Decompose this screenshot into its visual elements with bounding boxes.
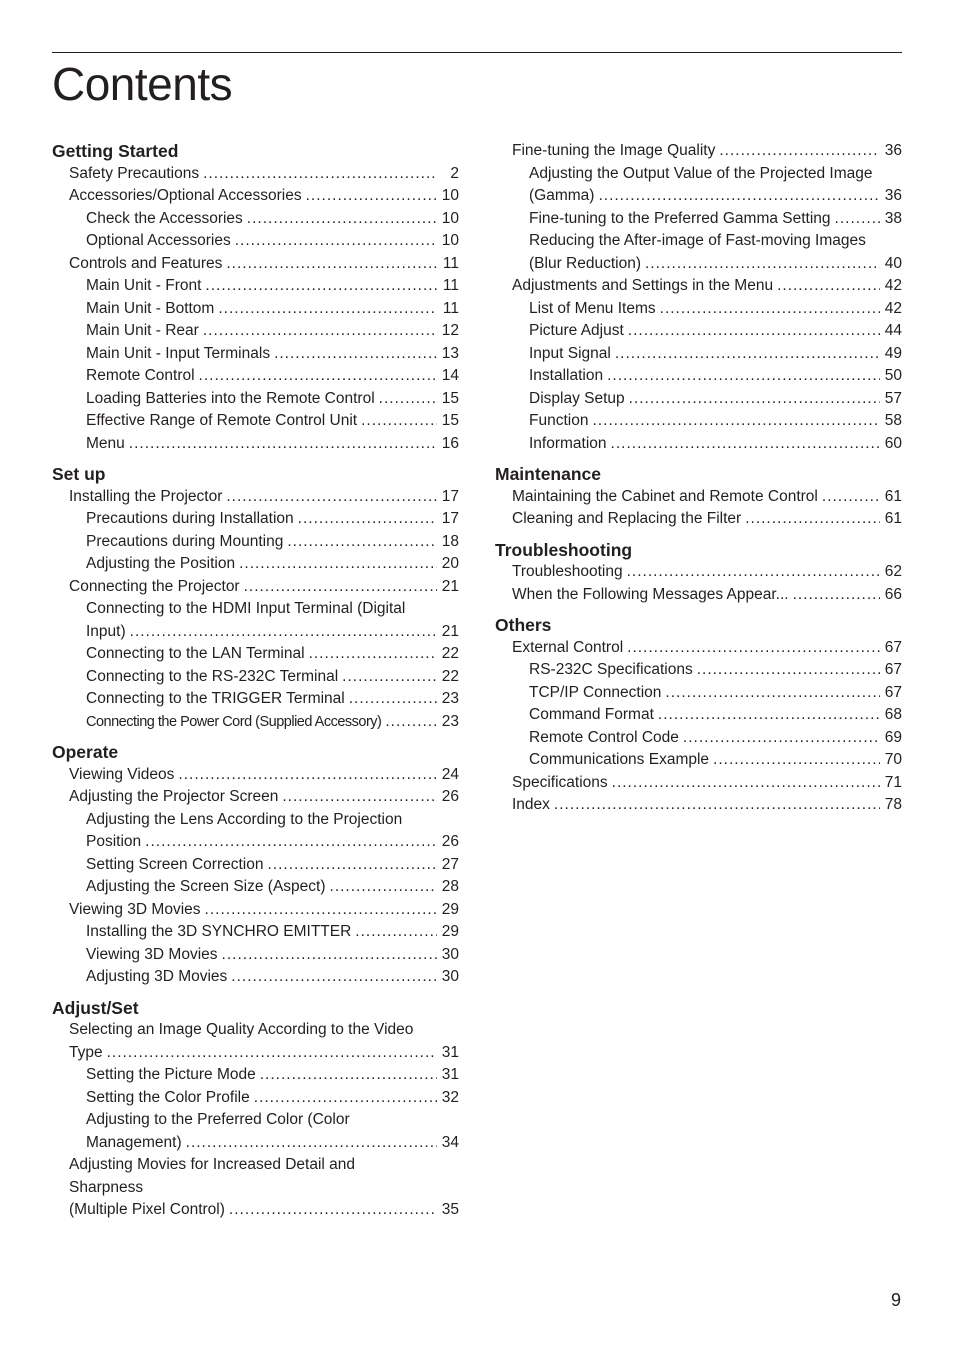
toc-entry-page: 29 — [441, 900, 459, 918]
dot-leader — [611, 433, 880, 456]
toc-entry[interactable] — [52, 388, 459, 411]
toc-entry-page: 11 — [442, 277, 459, 294]
toc-entry-page: 11 — [442, 254, 459, 272]
toc-entry-label: List of Menu Items — [529, 299, 656, 317]
toc-entry-label: Viewing 3D Movies — [86, 945, 218, 963]
dot-leader — [107, 1042, 437, 1065]
dot-leader — [178, 764, 437, 787]
toc-entry-label-continued: (Gamma) — [529, 187, 595, 204]
dot-leader — [309, 643, 437, 666]
toc-entry-page: 15 — [441, 412, 459, 429]
dot-leader — [628, 320, 880, 343]
dot-leader — [254, 1087, 437, 1110]
toc-entry-page: 10 — [441, 232, 459, 249]
toc-entry-label: Connecting the Power Cord (Supplied Accessory) — [86, 713, 382, 730]
toc-entry-label: Main Unit - Rear — [86, 322, 199, 339]
toc-entry-label: Adjusting to the Preferred Color (Color — [86, 1111, 350, 1128]
dot-leader — [306, 185, 437, 208]
toc-entry-label: Remote Control — [86, 367, 195, 384]
toc-entry[interactable] — [52, 598, 459, 643]
dot-leader — [385, 711, 437, 734]
toc-section — [495, 539, 902, 607]
toc-entry-label: Maintaining the Cabinet and Remote Control — [512, 487, 818, 505]
section-heading: Maintenance — [495, 464, 601, 484]
dot-leader — [554, 794, 880, 817]
toc-section — [52, 140, 459, 455]
toc-entry[interactable] — [495, 433, 902, 456]
section-heading: Troubleshooting — [495, 539, 633, 560]
toc-entry-page: 42 — [884, 299, 902, 317]
dot-leader — [199, 365, 437, 388]
toc-entry-label: Troubleshooting — [512, 563, 623, 580]
toc-entry[interactable] — [495, 508, 902, 531]
toc-entry[interactable] — [52, 508, 459, 531]
toc-entry-page: 13 — [441, 344, 459, 362]
toc-entry-label: Adjusting the Output Value of the Projected Image — [529, 164, 873, 182]
toc-entry[interactable] — [52, 298, 459, 321]
toc-entry-label: Index — [512, 796, 550, 813]
toc-entry-label: Safety Precautions — [69, 164, 200, 182]
toc-entry-page: 69 — [884, 728, 902, 746]
toc-entry-page: 40 — [884, 254, 902, 272]
toc-entry-label: Effective Range of Remote Control Unit — [86, 412, 358, 429]
dot-leader — [361, 410, 437, 433]
section-heading: Set up — [52, 464, 106, 484]
toc-entry-label: Connecting to the LAN Terminal — [86, 645, 305, 662]
toc-entry-label: Communications Example — [529, 751, 710, 768]
toc-entry-page: 50 — [884, 367, 902, 384]
toc-entry-page: 28 — [441, 878, 459, 895]
toc-entry[interactable] — [52, 666, 459, 689]
toc-entry[interactable] — [495, 584, 902, 607]
toc-entry-page: 21 — [441, 577, 459, 595]
toc-entry-page: 27 — [441, 855, 459, 873]
toc-entry-label: When the Following Messages Appear... — [512, 585, 789, 603]
toc-entry-page: 62 — [884, 563, 902, 580]
toc-entry-page: 66 — [884, 585, 902, 603]
dot-leader — [683, 727, 880, 750]
toc-entry-page: 20 — [441, 555, 459, 572]
toc-entry-page: 35 — [441, 1201, 459, 1218]
toc-entry-page: 17 — [441, 487, 459, 505]
toc-entry[interactable] — [495, 140, 902, 163]
toc-entry-label: Function — [529, 412, 589, 429]
toc-entry-page: 16 — [441, 434, 459, 452]
toc-entry-page: 2 — [450, 164, 459, 182]
toc-entry-page: 36 — [884, 142, 902, 159]
toc-entry[interactable] — [52, 1109, 459, 1154]
toc-entry-label: Adjustments and Settings in the Menu — [512, 277, 774, 294]
toc-entry-label: Adjusting the Screen Size (Aspect) — [86, 878, 326, 895]
toc-entry-page: 61 — [884, 510, 902, 527]
toc-entry[interactable] — [495, 704, 902, 727]
top-rule — [52, 52, 902, 53]
toc-entry-label: Accessories/Optional Accessories — [69, 187, 302, 204]
toc-entry-label: Installation — [529, 367, 604, 384]
toc-section — [52, 997, 459, 1222]
dot-leader — [615, 343, 880, 366]
dot-leader — [226, 253, 437, 276]
toc-entry[interactable] — [52, 899, 459, 922]
toc-entry-page: 58 — [884, 412, 902, 429]
toc-entry[interactable] — [52, 230, 459, 253]
toc-entry-label: Connecting to the TRIGGER Terminal — [86, 690, 345, 707]
dot-leader — [239, 553, 437, 576]
dot-leader — [203, 320, 437, 343]
dot-leader — [330, 876, 437, 899]
toc-entry-label: Main Unit - Bottom — [86, 299, 215, 317]
toc-entry-page: 38 — [884, 209, 902, 227]
toc-entry-label-continued: Position — [86, 833, 142, 850]
toc-entry[interactable] — [495, 659, 902, 682]
dot-leader — [627, 561, 880, 584]
toc-entry-page: 26 — [441, 833, 459, 850]
toc-entry-page: 24 — [441, 765, 459, 783]
toc-entry-page: 21 — [441, 622, 459, 640]
toc-entry-label: Information — [529, 434, 607, 452]
toc-entry-page: 36 — [884, 187, 902, 204]
toc-entry-page: 30 — [441, 968, 459, 985]
toc-entry-label: Setting the Picture Mode — [86, 1066, 256, 1083]
toc-entry[interactable] — [52, 786, 459, 809]
toc-entry-page: 67 — [884, 683, 902, 701]
dot-leader — [226, 486, 437, 509]
toc-entry[interactable] — [495, 486, 902, 509]
toc-section — [52, 463, 459, 733]
dot-leader — [145, 831, 437, 854]
toc-entry-page: 15 — [441, 389, 459, 407]
dot-leader — [218, 298, 437, 321]
toc-entry[interactable] — [52, 531, 459, 554]
dot-leader — [298, 508, 437, 531]
toc-entry[interactable] — [495, 275, 902, 298]
toc-entry-label: Specifications — [512, 773, 608, 791]
toc-entry-label: Controls and Features — [69, 254, 223, 272]
toc-entry[interactable] — [495, 208, 902, 231]
toc-entry[interactable] — [52, 966, 459, 989]
toc-entry-page: 67 — [884, 661, 902, 678]
toc-entry[interactable] — [52, 643, 459, 666]
toc-entry-label: Adjusting 3D Movies — [86, 968, 228, 985]
toc-entry-label: Input Signal — [529, 344, 611, 362]
dot-leader — [660, 298, 880, 321]
toc-entry-page: 71 — [884, 773, 902, 791]
toc-entry[interactable] — [52, 1154, 459, 1222]
dot-leader — [658, 704, 880, 727]
dot-leader — [222, 944, 437, 967]
dot-leader — [777, 275, 880, 298]
toc-entry-label: Precautions during Mounting — [86, 532, 284, 550]
page-number: 9 — [890, 1290, 901, 1310]
toc-entry-page: 30 — [441, 945, 459, 963]
toc-entry-label: Picture Adjust — [529, 322, 624, 339]
toc-entry-label: Main Unit - Front — [86, 277, 202, 294]
dot-leader — [274, 343, 437, 366]
toc-entry[interactable] — [52, 688, 459, 711]
toc-entry[interactable] — [495, 163, 902, 208]
toc-entry[interactable] — [495, 298, 902, 321]
toc-entry-page: 67 — [884, 638, 902, 656]
toc-entry-page: 17 — [441, 510, 459, 527]
toc-entry-page: 31 — [441, 1066, 459, 1083]
toc-entry-label: Connecting to the RS-232C Terminal — [86, 667, 339, 685]
toc-entry[interactable] — [52, 275, 459, 298]
toc-entry[interactable] — [495, 749, 902, 772]
toc-section — [495, 140, 902, 455]
toc-entry-page: 29 — [441, 923, 459, 940]
toc-section — [52, 741, 459, 989]
toc-entry[interactable] — [52, 410, 459, 433]
dot-leader — [793, 584, 880, 607]
dot-leader — [229, 1199, 437, 1222]
toc-entry-page: 14 — [441, 367, 459, 384]
toc-entry-label-continued: Type — [69, 1043, 103, 1061]
toc-entry[interactable] — [52, 1064, 459, 1087]
toc-entry-label: Command Format — [529, 706, 654, 723]
toc-entry[interactable] — [495, 230, 902, 275]
toc-entry-page: 42 — [884, 277, 902, 294]
toc-section — [495, 463, 902, 531]
toc-entry-label-continued: (Multiple Pixel Control) — [69, 1201, 225, 1218]
dot-leader — [697, 659, 880, 682]
toc-entry-page: 70 — [884, 751, 902, 768]
dot-leader — [247, 208, 437, 231]
toc-entry-label: Selecting an Image Quality According to the Video — [69, 1021, 414, 1038]
toc-entry-label: Installing the 3D SYNCHRO EMITTER — [86, 923, 352, 940]
toc-entry-label: Loading Batteries into the Remote Control — [86, 389, 375, 407]
toc-entry[interactable] — [52, 1087, 459, 1110]
toc-entry[interactable] — [52, 854, 459, 877]
dot-leader — [629, 388, 880, 411]
toc-entry-label: External Control — [512, 638, 624, 656]
toc-right-column — [495, 140, 902, 825]
dot-leader — [719, 140, 880, 163]
toc-entry[interactable] — [52, 185, 459, 208]
toc-entry-page: 44 — [884, 322, 902, 339]
dot-leader — [835, 208, 880, 231]
dot-leader — [713, 749, 880, 772]
toc-entry[interactable] — [495, 320, 902, 343]
toc-entry-label-continued: Management) — [86, 1133, 182, 1151]
toc-entry-label: RS-232C Specifications — [529, 661, 693, 678]
toc-entry-page: 22 — [441, 667, 459, 685]
dot-leader — [205, 275, 437, 298]
dot-leader — [355, 921, 437, 944]
dot-leader — [186, 1132, 437, 1155]
toc-entry-label: Main Unit - Input Terminals — [86, 344, 271, 362]
toc-entry-label: Check the Accessories — [86, 209, 243, 227]
toc-entry-page: 60 — [884, 434, 902, 452]
dot-leader — [130, 621, 437, 644]
toc-entry-label: Adjusting the Projector Screen — [69, 788, 279, 805]
toc-entry-label: Setting Screen Correction — [86, 855, 264, 873]
toc-entry-label-continued: Input) — [86, 622, 126, 640]
section-heading: Adjust/Set — [52, 997, 139, 1018]
toc-entry-page: 34 — [441, 1133, 459, 1151]
dot-leader — [260, 1064, 437, 1087]
toc-entry[interactable] — [52, 576, 459, 599]
dot-leader — [379, 388, 437, 411]
toc-entry-page: 23 — [441, 690, 459, 707]
toc-entry-page: 10 — [441, 209, 459, 227]
dot-leader — [627, 637, 880, 660]
toc-entry-label: Viewing Videos — [69, 765, 175, 783]
toc-entry-page: 32 — [441, 1088, 459, 1106]
toc-entry[interactable] — [52, 433, 459, 456]
toc-entry-label: Connecting to the HDMI Input Terminal (Digital — [86, 600, 406, 617]
toc-entry[interactable] — [52, 921, 459, 944]
toc-entry-page: 57 — [884, 389, 902, 407]
toc-entry-label: Cleaning and Replacing the Filter — [512, 510, 742, 527]
section-heading: Others — [495, 615, 552, 635]
toc-entry-label: Fine-tuning the Image Quality — [512, 142, 716, 159]
toc-entry[interactable] — [495, 794, 902, 817]
toc-entry-page: 68 — [884, 706, 902, 723]
toc-entry-label: Display Setup — [529, 389, 625, 407]
toc-section — [495, 614, 902, 817]
toc-entry-label: Reducing the After-image of Fast-moving Images — [529, 232, 866, 249]
toc-entry[interactable] — [52, 320, 459, 343]
dot-leader — [349, 688, 437, 711]
section-heading: Getting Started — [52, 141, 179, 161]
toc-entry-page: 23 — [441, 712, 459, 730]
toc-entry-page: 11 — [442, 299, 459, 317]
toc-entry-label: TCP/IP Connection — [529, 683, 662, 701]
toc-entry-label: Menu — [86, 434, 125, 452]
toc-entry-label: Viewing 3D Movies — [69, 900, 201, 918]
toc-entry-page: 10 — [441, 187, 459, 204]
toc-entry-label: Adjusting Movies for Increased Detail and Sharpness — [69, 1156, 356, 1196]
toc-entry[interactable] — [495, 410, 902, 433]
dot-leader — [607, 365, 880, 388]
toc-entry-label: Optional Accessories — [86, 232, 231, 249]
toc-entry-page: 78 — [884, 796, 902, 813]
toc-entry[interactable] — [52, 711, 459, 734]
dot-leader — [267, 854, 437, 877]
toc-entry[interactable] — [495, 388, 902, 411]
toc-entry-page: 31 — [441, 1043, 459, 1061]
toc-entry[interactable] — [495, 561, 902, 584]
toc-entry[interactable] — [52, 208, 459, 231]
dot-leader — [205, 899, 437, 922]
toc-entry[interactable] — [495, 365, 902, 388]
toc-entry-label: Adjusting the Position — [86, 555, 236, 572]
toc-entry-label: Connecting the Projector — [69, 577, 240, 595]
dot-leader — [235, 230, 437, 253]
dot-leader — [203, 163, 437, 186]
toc-entry[interactable] — [495, 772, 902, 795]
toc-entry-label: Adjusting the Lens According to the Projection — [86, 810, 403, 828]
dot-leader — [129, 433, 437, 456]
toc-entry[interactable] — [52, 764, 459, 787]
toc-entry-page: 22 — [441, 645, 459, 662]
toc-entry[interactable] — [52, 365, 459, 388]
toc-entry[interactable] — [52, 253, 459, 276]
toc-entry[interactable] — [52, 486, 459, 509]
toc-entry[interactable] — [495, 682, 902, 705]
toc-entry[interactable] — [52, 163, 459, 186]
toc-entry-label: Fine-tuning to the Preferred Gamma Setting — [529, 209, 831, 227]
toc-entry[interactable] — [52, 809, 459, 854]
toc-entry-label: Setting the Color Profile — [86, 1088, 250, 1106]
dot-leader — [342, 666, 437, 689]
toc-entry[interactable] — [52, 343, 459, 366]
toc-entry-page: 18 — [441, 532, 459, 550]
page-title: Contents — [52, 58, 233, 110]
toc-entry-page: 61 — [884, 487, 902, 505]
dot-leader — [287, 531, 437, 554]
toc-entry[interactable] — [495, 637, 902, 660]
toc-entry-label: Precautions during Installation — [86, 510, 294, 527]
dot-leader — [592, 410, 880, 433]
toc-entry-label: Remote Control Code — [529, 728, 679, 746]
toc-entry-label-continued: (Blur Reduction) — [529, 254, 641, 272]
toc-left-column — [52, 140, 459, 1230]
toc-entry[interactable] — [495, 343, 902, 366]
toc-entry[interactable] — [52, 1019, 459, 1064]
toc-entry[interactable] — [52, 944, 459, 967]
toc-entry-page: 49 — [884, 344, 902, 362]
toc-entry-page: 26 — [441, 788, 459, 805]
toc-entry-page: 12 — [441, 322, 459, 339]
section-heading: Operate — [52, 742, 119, 762]
dot-leader — [598, 185, 880, 208]
toc-entry[interactable] — [52, 876, 459, 899]
dot-leader — [745, 508, 880, 531]
dot-leader — [244, 576, 437, 599]
dot-leader — [822, 486, 880, 509]
dot-leader — [282, 786, 437, 809]
dot-leader — [645, 253, 880, 276]
dot-leader — [665, 682, 880, 705]
toc-entry-label: Installing the Projector — [69, 487, 223, 505]
dot-leader — [612, 772, 880, 795]
toc-entry[interactable] — [495, 727, 902, 750]
dot-leader — [231, 966, 437, 989]
toc-entry[interactable] — [52, 553, 459, 576]
